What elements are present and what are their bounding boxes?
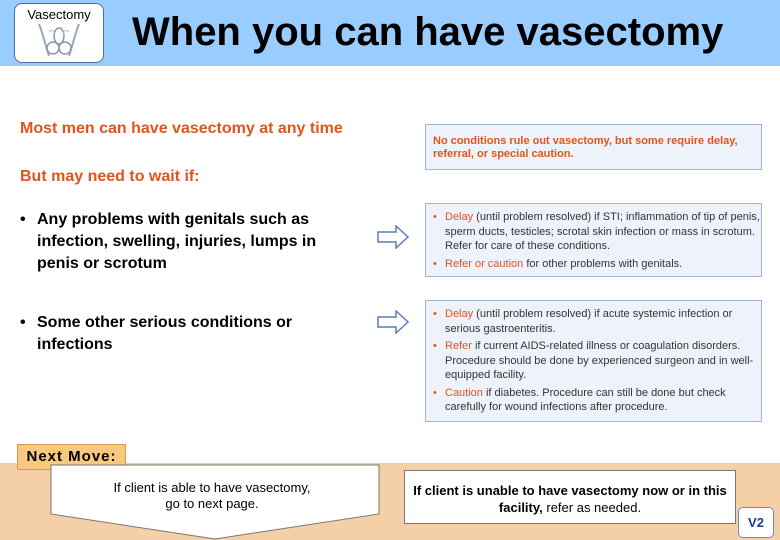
advice-text: if diabetes. Procedure can still be done but check carefully for wound infections after procedure.	[445, 386, 726, 413]
intro-note: No conditions rule out vasectomy, but some require delay, referral, or special caution.	[433, 135, 738, 160]
condition-text: Some other serious conditions or infections	[37, 314, 293, 353]
choice-unable-bold: If client is unable to have vasectomy now or in this facility,	[413, 483, 727, 515]
advice-item	[429, 386, 761, 415]
choice-unable[interactable]	[404, 470, 736, 524]
header-bar	[0, 0, 780, 66]
advice-box-genitals	[425, 203, 762, 277]
wait-heading: But may need to wait if:	[20, 168, 200, 185]
next-move-label: Next Move:	[17, 444, 126, 470]
advice-keyword: Caution	[445, 386, 483, 399]
page-title: When you can have vasectomy	[132, 10, 724, 54]
advice-keyword: Refer or caution	[445, 257, 524, 270]
choice-able-line2: go to next page.	[165, 496, 259, 511]
right-arrow-icon	[377, 225, 409, 249]
advice-item	[429, 210, 761, 254]
version-badge: V2	[738, 507, 774, 538]
advice-keyword: Delay	[445, 211, 474, 223]
choice-able[interactable]	[58, 480, 366, 512]
advice-keyword: Delay	[445, 308, 474, 320]
advice-text: (until problem resolved) if STI; inflammation of tip of penis, sperm ducts, testicles; scrotal skin infection or mass in scrotum. Refer for care of these conditions.	[445, 211, 760, 252]
bullet: •	[20, 211, 26, 228]
choice-unable-rest: refer as needed.	[542, 500, 642, 515]
advice-box-serious	[425, 300, 762, 422]
advice-text: (until problem resolved) if acute systemic infection or serious gastroenteritis.	[445, 308, 733, 335]
vasectomy-anatomy-icon	[33, 22, 85, 58]
advice-item	[429, 339, 761, 383]
right-arrow-icon	[377, 310, 409, 334]
condition-serious	[20, 312, 320, 356]
advice-text: for other problems with genitals.	[523, 257, 683, 270]
condition-genitals	[20, 209, 360, 275]
advice-item	[429, 257, 761, 272]
condition-text: Any problems with genitals such as infection, swelling, injuries, lumps in penis or scrotum	[37, 211, 317, 272]
intro-heading: Most men can have vasectomy at any time	[20, 120, 343, 137]
choice-able-line1: If client is able to have vasectomy,	[113, 480, 311, 495]
intro-note-box	[425, 124, 762, 170]
section-logo	[14, 3, 104, 63]
advice-item	[429, 307, 761, 336]
logo-label: Vasectomy	[27, 7, 91, 22]
advice-text: if current AIDS-related illness or coagulation disorders. Procedure should be done by experienced surgeon and in well-equipped facility.	[445, 340, 754, 381]
bullet: •	[20, 314, 26, 331]
advice-keyword: Refer	[445, 340, 472, 352]
